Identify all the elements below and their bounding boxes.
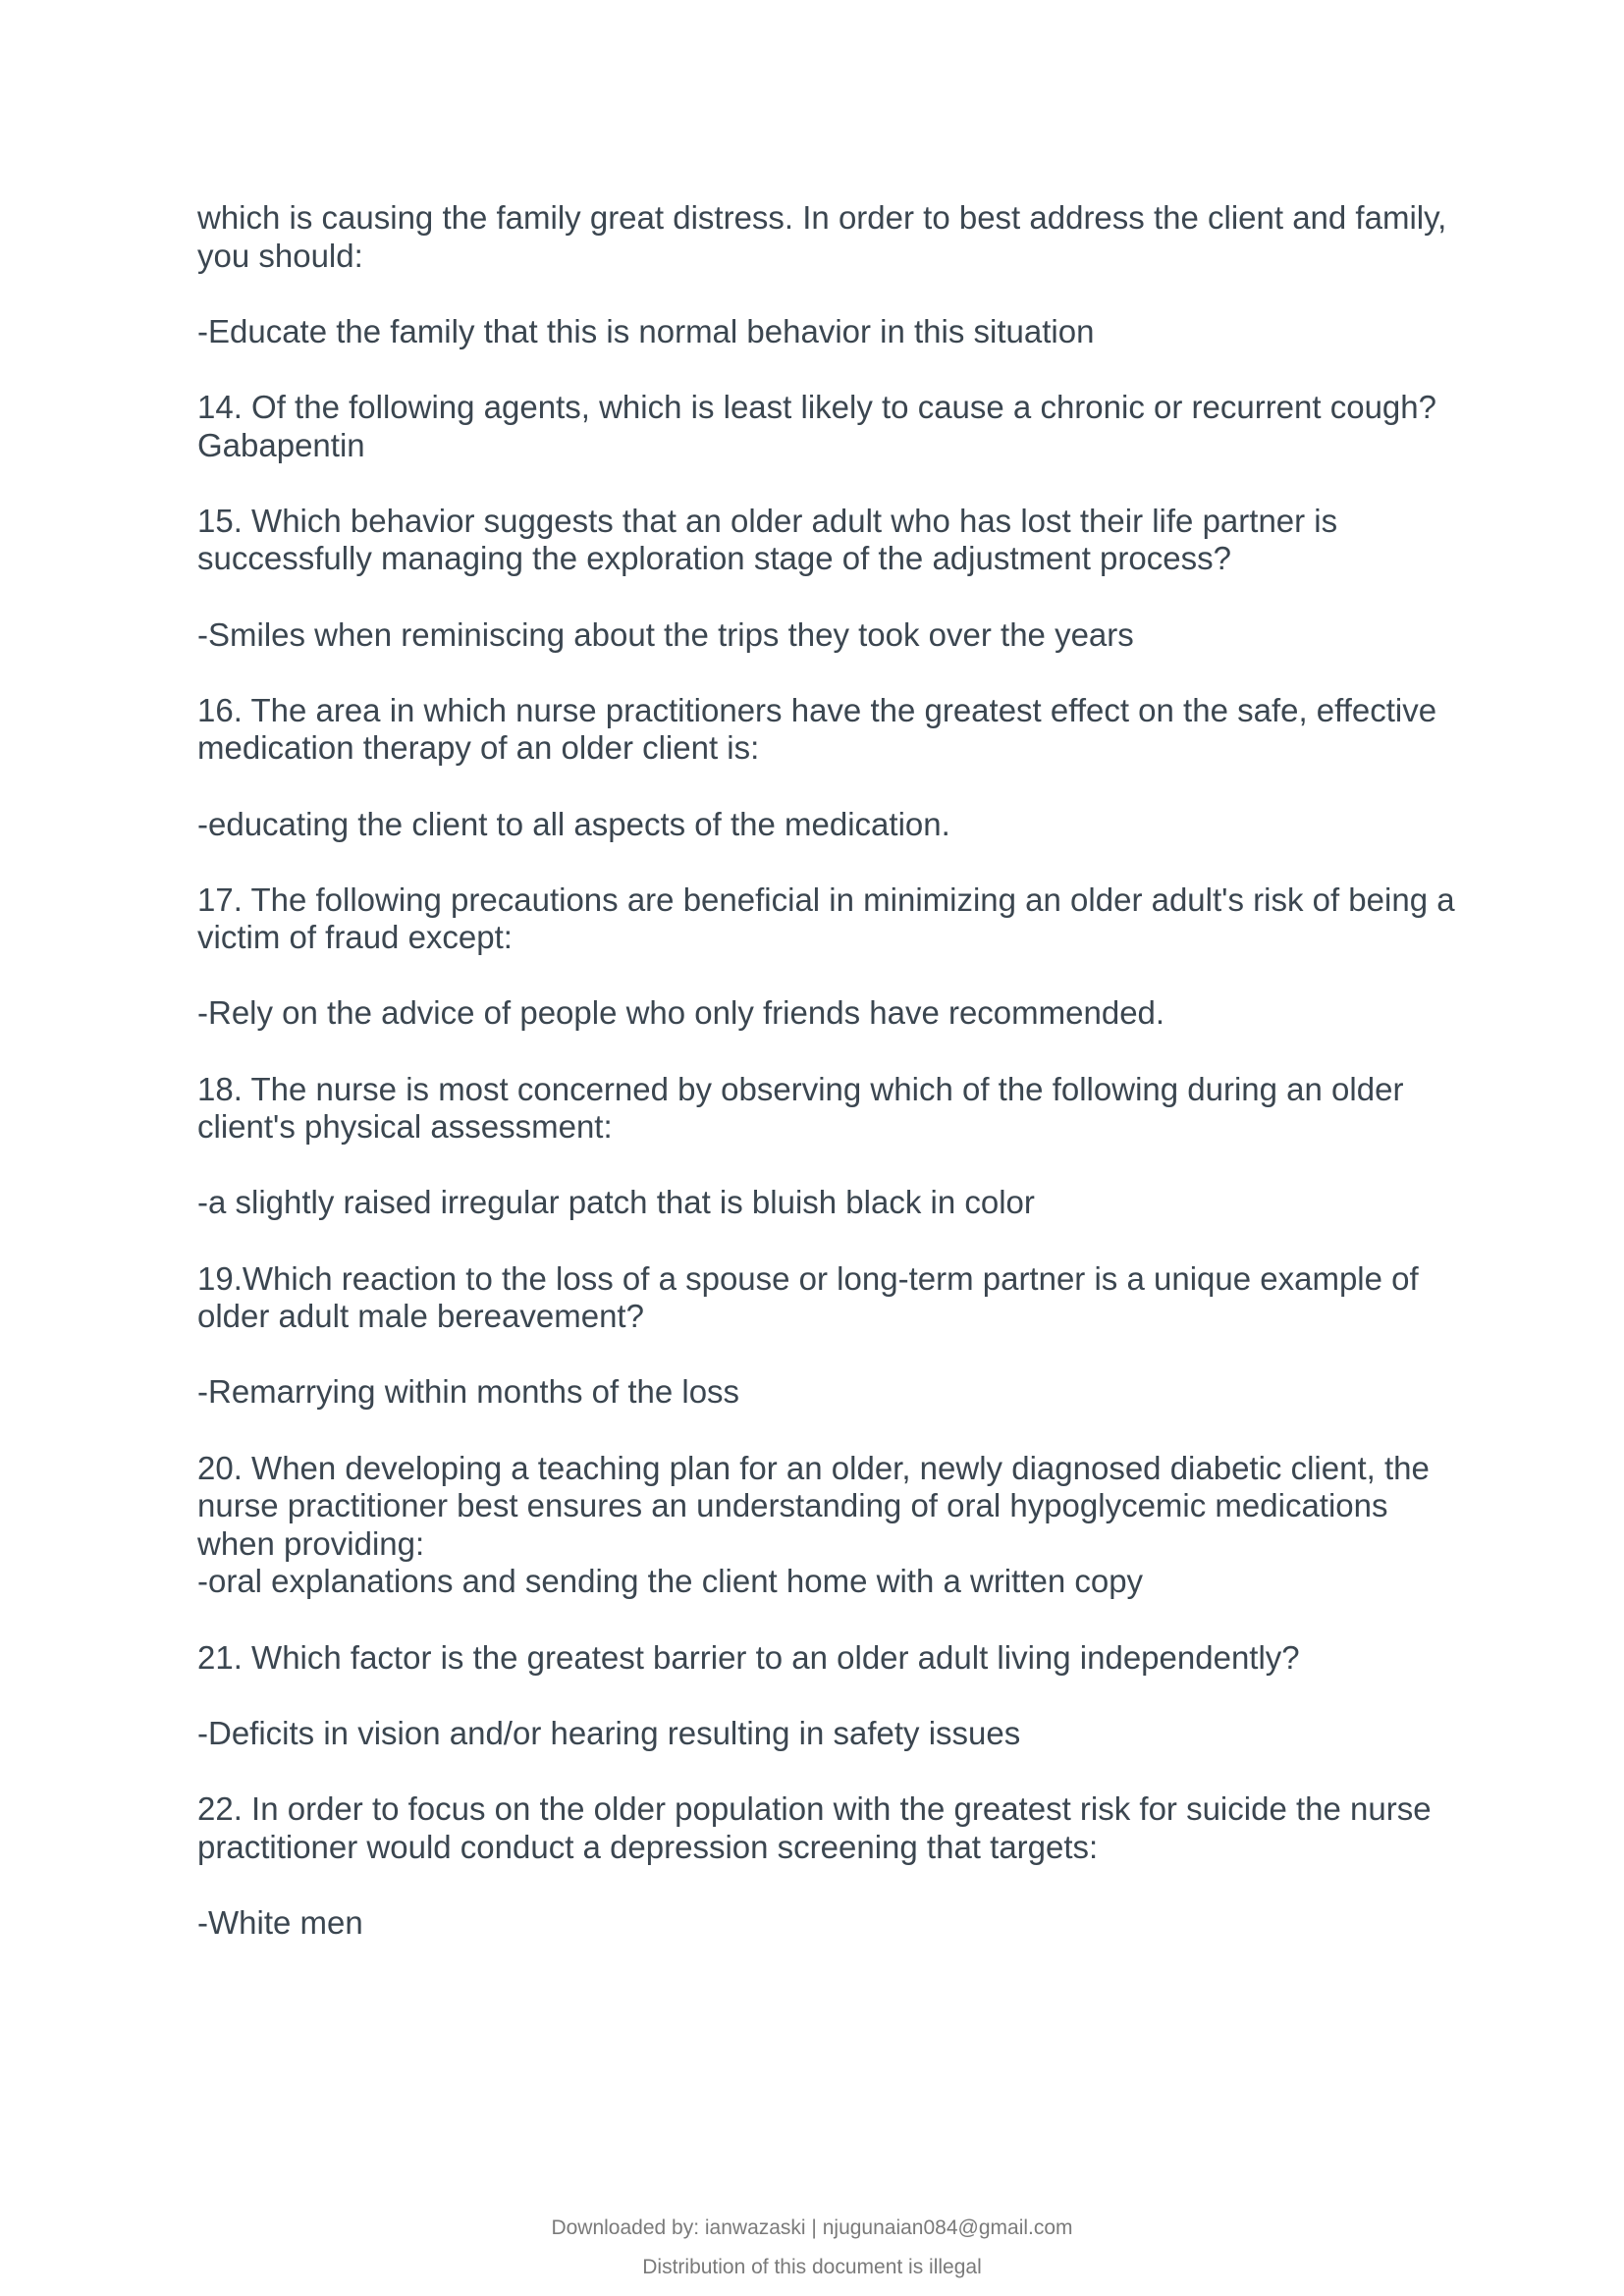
text-line: 18. The nurse is most concerned by observing which of the following during an older <box>197 1070 1404 1107</box>
text-line: -educating the client to all aspects of the medication. <box>197 805 950 842</box>
text-line: victim of fraud except: <box>197 919 513 956</box>
paragraph <box>197 616 1513 655</box>
paragraph <box>197 1373 1513 1412</box>
text-line: 20. When developing a teaching plan for an older, newly diagnosed diabetic client, the <box>197 1449 1430 1486</box>
text-line: 15. Which behavior suggests that an older adult who has lost their life partner is <box>197 502 1338 539</box>
paragraph <box>197 1071 1513 1147</box>
paragraph <box>197 1715 1513 1753</box>
text-line: medication therapy of an older client is: <box>197 729 760 767</box>
text-line: when providing: <box>197 1524 425 1562</box>
paragraph <box>197 503 1513 578</box>
text-line: 17. The following precautions are beneficial in minimizing an older adult's risk of being a <box>197 881 1455 918</box>
text-line: -a slightly raised irregular patch that is bluish black in color <box>197 1184 1035 1221</box>
paragraph <box>197 692 1513 768</box>
paragraph <box>197 1639 1513 1678</box>
text-line: client's physical assessment: <box>197 1108 613 1146</box>
paragraph <box>197 389 1513 464</box>
text-line: successfully managing the exploration stage of the adjustment process? <box>197 540 1231 577</box>
text-line: 14. Of the following agents, which is least likely to cause a chronic or recurrent cough? <box>197 388 1436 425</box>
text-line: -Remarrying within months of the loss <box>197 1373 740 1411</box>
paragraph <box>197 1450 1513 1601</box>
paragraph <box>197 881 1513 957</box>
text-line: 16. The area in which nurse practitioners have the greatest effect on the safe, effective <box>197 691 1437 728</box>
text-line: -Rely on the advice of people who only friends have recommended. <box>197 994 1165 1032</box>
paragraph <box>197 1904 1513 1943</box>
paragraph <box>197 1260 1513 1336</box>
text-line: practitioner would conduct a depression screening that targets: <box>197 1828 1099 1865</box>
paragraph <box>197 994 1513 1033</box>
text-line: 22. In order to focus on the older population with the greatest risk for suicide the nurse <box>197 1789 1432 1827</box>
paragraph <box>197 199 1513 275</box>
paragraph <box>197 806 1513 844</box>
text-line: 19.Which reaction to the loss of a spouse or long-term partner is a unique example of <box>197 1259 1419 1297</box>
paragraph <box>197 1184 1513 1222</box>
text-line: -Smiles when reminiscing about the trips they took over the years <box>197 615 1134 653</box>
text-line: nurse practitioner best ensures an understanding of oral hypoglycemic medications <box>197 1487 1388 1524</box>
text-line: 21. Which factor is the greatest barrier to an older adult living independently? <box>197 1638 1300 1676</box>
text-line: -Educate the family that this is normal behavior in this situation <box>197 312 1095 349</box>
text-line: -oral explanations and sending the client home with a written copy <box>197 1563 1144 1600</box>
paragraph <box>197 1790 1513 1866</box>
document-body <box>197 199 1513 1980</box>
text-line: older adult male bereavement? <box>197 1298 644 1335</box>
text-line: Gabapentin <box>197 426 365 463</box>
text-line: you should: <box>197 237 363 274</box>
footer-downloaded-by: Downloaded by: ianwazaski | njugunaian084@gmail.com <box>551 2216 1073 2239</box>
footer-distribution-notice: Distribution of this document is illegal <box>642 2256 982 2278</box>
text-line: -White men <box>197 1903 363 1941</box>
text-line: -Deficits in vision and/or hearing resulting in safety issues <box>197 1714 1021 1751</box>
text-line: which is causing the family great distress. In order to best address the client and family, <box>197 199 1447 236</box>
paragraph <box>197 313 1513 351</box>
